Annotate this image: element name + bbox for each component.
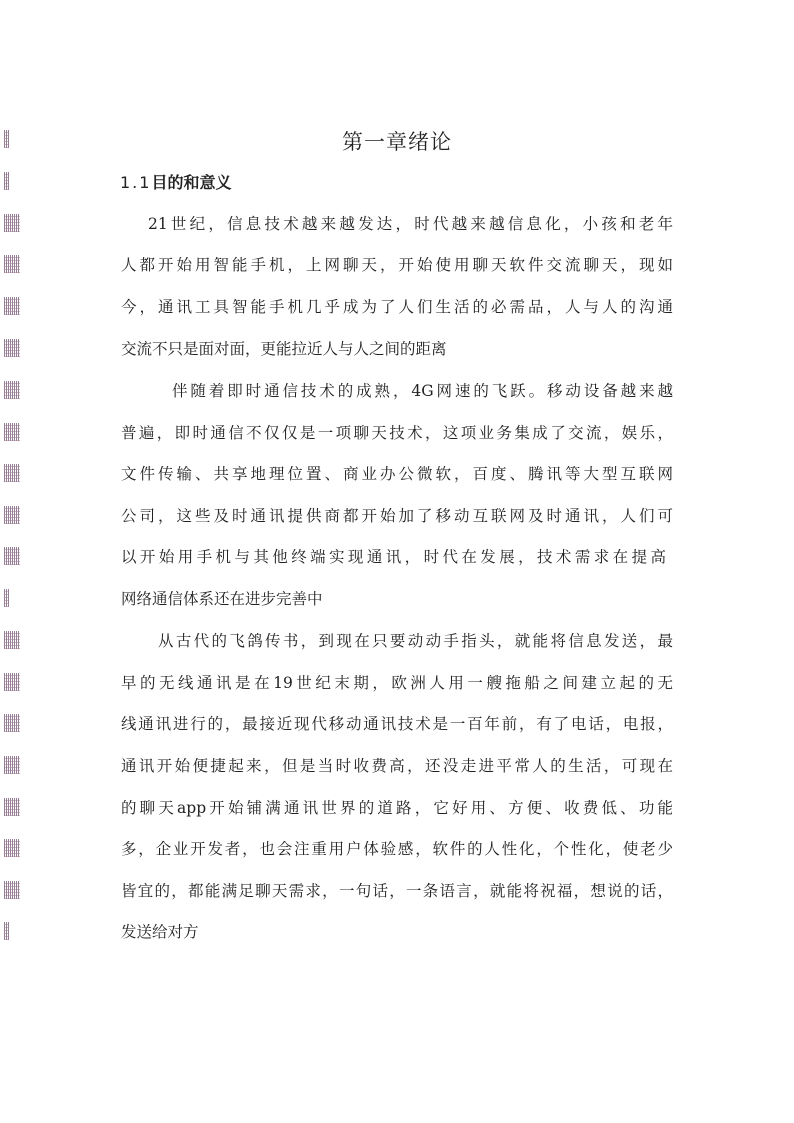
text-line: 从古代的飞鸽传书，到现在只要动动手指头，就能将信息发送，最 [158,632,673,650]
margin-mark [4,130,20,148]
text-line: 以开始用手机与其他终端实现通讯，时代在发展，技术需求在提高 [121,548,666,566]
text-line: 网络通信体系还在进步完善中 [121,590,323,608]
margin-mark [4,423,20,441]
margin-mark [4,714,20,732]
margin-mark [4,297,20,315]
margin-mark [4,547,20,565]
section-heading [120,170,231,193]
text-line: 发送给对方 [121,923,199,941]
margin-mark [4,214,20,232]
text-line: 通讯开始便捷起来，但是当时收费高，还没走进平常人的生活，可现在 [121,757,673,775]
margin-mark [4,756,20,774]
text-line: 多，企业开发者，也会注重用户体验感，软件的人性化，个性化，使老少 [121,840,673,858]
section-number: 1.1 [120,173,152,192]
text-line: 公司，这些及时通讯提供商都开始加了移动互联网及时通讯，人们可 [121,507,673,525]
margin-mark [4,798,20,816]
page-title: 第一章绪论 [342,130,452,154]
text-line: 人都开始用智能手机，上网聊天，开始使用聊天软件交流聊天，现如 [121,256,673,274]
margin-mark [4,381,20,399]
text-line: 线通讯进行的，最接近现代移动通讯技术是一百年前，有了电话，电报， [121,715,673,733]
section-title-text: 目的和意义 [151,173,232,192]
margin-mark [4,255,20,273]
text-line: 普遍，即时通信不仅仅是一项聊天技术，这项业务集成了交流，娱乐， [121,424,673,442]
text-line: 交流不只是面对面，更能拉近人与人之间的距离 [121,340,447,358]
margin-mark [4,506,20,524]
text-line: 早的无线通讯是在19世纪末期，欧洲人用一艘拖船之间建立起的无 [121,674,673,692]
margin-mark [4,464,20,482]
text-line: 伴随着即时通信技术的成熟，4G网速的飞跃。移动设备越来越 [172,382,673,400]
text-line: 的聊天app开始铺满通讯世界的道路，它好用、方便、收费低、功能 [121,799,673,817]
text-line: 皆宜的，都能满足聊天需求，一句话，一条语言，就能将祝福，想说的话， [121,882,673,900]
margin-mark [4,839,20,857]
margin-mark [4,172,20,190]
text-line: 21世纪，信息技术越来越发达，时代越来越信息化，小孩和老年 [148,215,673,233]
margin-mark [4,589,20,607]
text-line: 文件传输、共享地理位置、商业办公微软，百度、腾讯等大型互联网 [121,465,673,483]
text-line: 今，通讯工具智能手机几乎成为了人们生活的必需品，人与人的沟通 [121,298,673,316]
margin-mark [4,339,20,357]
margin-mark [4,631,20,649]
margin-mark [4,881,20,899]
margin-mark [4,673,20,691]
margin-mark [4,922,20,940]
